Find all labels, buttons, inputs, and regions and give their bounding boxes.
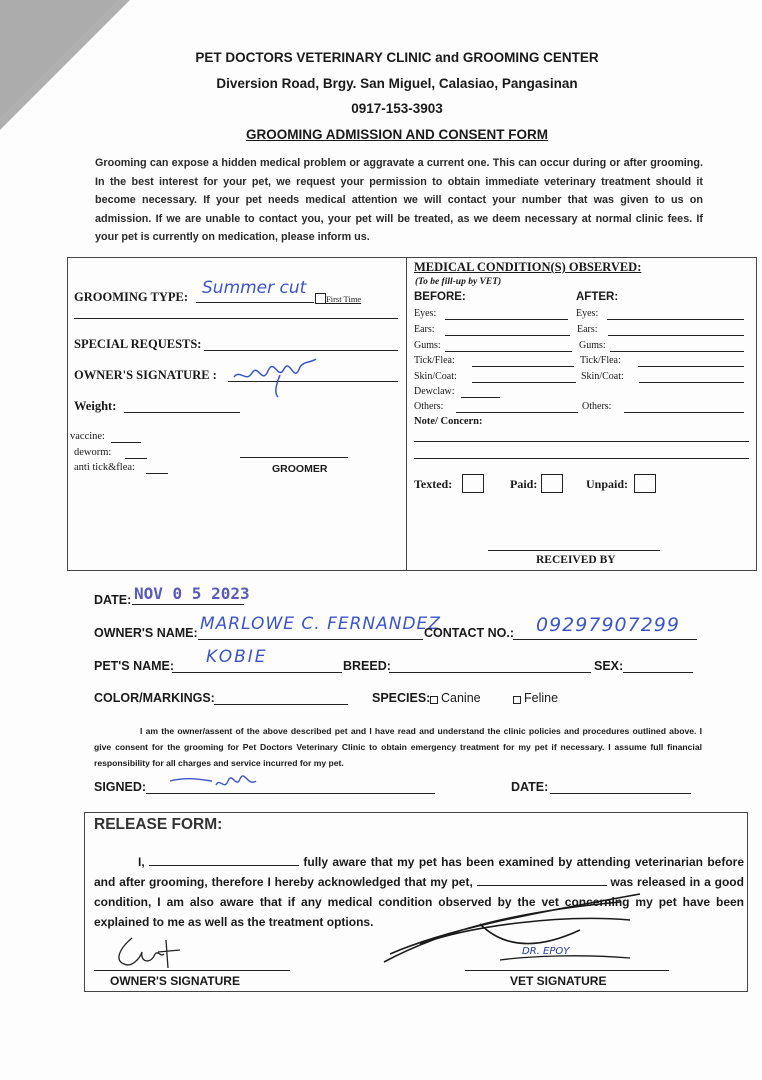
before-row-line[interactable]: [445, 319, 568, 320]
vet-name: DR. EPOY: [522, 946, 570, 957]
anti-tick-label: anti tick&flea:: [74, 462, 135, 473]
color-line: [214, 704, 348, 705]
date2-line: [550, 793, 691, 794]
clinic-phone: 0917-153-3903: [351, 101, 443, 116]
intro-paragraph: Grooming can expose a hidden medical problem or aggravate a current one. This can occur during or after grooming. In the best interest for your pet, we request your permission to obtain immediate veterinary treatment should it become necessary. If your pet needs medical attention we will contact your number that was given to us on admission. If we are unable to contact you, your pet will be treated, as we deem necessary at normal clinic fees. If your pet is currently on medication, please inform us.: [95, 157, 703, 243]
before-row-line[interactable]: [461, 397, 500, 398]
release-owner-blank[interactable]: [149, 853, 299, 866]
release-title: RELEASE FORM:: [94, 816, 223, 833]
date-line: [132, 604, 244, 605]
after-row-line[interactable]: [624, 412, 744, 413]
unpaid-checkbox[interactable]: [634, 474, 656, 493]
after-row-label: Ears:: [577, 324, 598, 335]
color-label: COLOR/MARKINGS:: [94, 691, 215, 705]
pets-name-value[interactable]: KOBIE: [206, 647, 268, 667]
first-time-checkbox[interactable]: [315, 293, 326, 304]
consent-paragraph: I am the owner/assent of the above described pet and I have read and understand the clinic policies and procedures outlined above. I give consent for the grooming for Pet Doctors Veterinary Clinic to obtain emergency treatment for my pet if necessary. I assume full financial responsibility for all charges and service incurred for my pet.: [94, 726, 702, 768]
grooming-type-line: [196, 302, 314, 303]
clinic-name: PET DOCTORS VETERINARY CLINIC and GROOMING CENTER: [195, 50, 599, 65]
before-row-label: Dewclaw:: [414, 386, 455, 397]
sex-label: SEX:: [594, 659, 624, 673]
breed-line: [389, 672, 591, 673]
after-row-label: Skin/Coat:: [581, 371, 624, 382]
medical-subtitle: (To be fill-up by VET): [415, 277, 502, 287]
paid-checkbox[interactable]: [541, 474, 563, 493]
date2-label: DATE:: [511, 780, 549, 794]
before-row-label: Ears:: [414, 324, 435, 335]
before-row-label: Skin/Coat:: [414, 371, 457, 382]
vaccine-label: vaccine:: [70, 431, 105, 442]
feline-label: Feline: [524, 691, 559, 705]
before-row-line[interactable]: [445, 351, 572, 352]
canine-checkbox[interactable]: [430, 696, 438, 704]
contact-value[interactable]: 09297907299: [536, 614, 680, 636]
clinic-address: Diversion Road, Brgy. San Miguel, Calasiao, Pangasinan: [216, 76, 578, 91]
groomer-label: GROOMER: [272, 463, 328, 475]
release-text-3: was released in a good condition, I am also aware that if any medical condition observed by the vet concerning my pet have been explained to me as well as the treatment options.: [94, 875, 744, 929]
before-row-label: Tick/Flea:: [414, 355, 455, 366]
signed-label: SIGNED:: [94, 780, 147, 794]
after-row-line[interactable]: [607, 319, 744, 320]
owners-signature-label: OWNER'S SIGNATURE :: [74, 368, 217, 382]
deworm-label: deworm:: [74, 447, 112, 458]
breed-label: BREED:: [343, 659, 391, 673]
before-row-line[interactable]: [456, 412, 578, 413]
anti-tick-line: [146, 473, 168, 474]
received-by-line: [488, 550, 660, 551]
note-line-2: [414, 458, 749, 459]
texted-checkbox[interactable]: [462, 474, 484, 493]
before-row-label: Eyes:: [414, 308, 437, 319]
form-title: GROOMING ADMISSION AND CONSENT FORM: [246, 127, 548, 142]
owner-sig-line: [94, 970, 290, 971]
groomer-line: [240, 457, 348, 458]
after-row-line[interactable]: [638, 366, 744, 367]
owners-name-value[interactable]: MARLOWE C. FERNANDEZ: [200, 614, 441, 634]
vet-sig-label: VET SIGNATURE: [510, 974, 607, 988]
after-row-line[interactable]: [608, 335, 744, 336]
box-divider: [406, 257, 407, 570]
vaccine-line: [111, 442, 141, 443]
owners-name-line: [198, 639, 423, 640]
vet-sig-line: [465, 970, 669, 971]
contact-line: [513, 639, 697, 640]
release-owner-signature: [110, 934, 190, 974]
feline-checkbox[interactable]: [513, 696, 521, 704]
after-row-line[interactable]: [639, 382, 744, 383]
grooming-type-label: GROOMING TYPE:: [74, 290, 189, 304]
after-row-label: Tick/Flea:: [580, 355, 621, 366]
medical-title: MEDICAL CONDITION(S) OBSERVED:: [414, 260, 642, 274]
paid-label: Paid:: [510, 477, 538, 491]
sex-line: [623, 672, 693, 673]
before-row-line[interactable]: [472, 382, 576, 383]
texted-label: Texted:: [414, 477, 453, 491]
received-by-label: RECEIVED BY: [536, 554, 616, 566]
after-label: AFTER:: [576, 291, 619, 303]
owners-name-label: OWNER'S NAME:: [94, 626, 198, 640]
canine-label: Canine: [441, 691, 481, 705]
pets-name-line: [172, 672, 342, 673]
after-row-label: Gums:: [579, 340, 606, 351]
first-time-label: First Time: [326, 294, 362, 304]
before-label: BEFORE:: [414, 291, 466, 303]
before-row-line[interactable]: [472, 366, 574, 367]
note-label: Note/ Concern:: [414, 416, 483, 427]
before-row-label: Gums:: [414, 340, 441, 351]
after-row-label: Eyes:: [576, 308, 599, 319]
note-line-1: [414, 441, 749, 442]
pets-name-label: PET'S NAME:: [94, 659, 175, 673]
contact-label: CONTACT NO.:: [424, 626, 515, 640]
owner-sig-label: OWNER'S SIGNATURE: [110, 974, 240, 988]
release-text-i: I,: [138, 855, 145, 869]
after-row-line[interactable]: [610, 351, 744, 352]
weight-label: Weight:: [74, 399, 117, 413]
date-stamp[interactable]: NOV 0 5 2023: [134, 584, 250, 603]
unpaid-label: Unpaid:: [586, 477, 629, 491]
after-row-label: Others:: [582, 401, 612, 412]
grooming-type-value[interactable]: Summer cut: [202, 278, 307, 298]
date-label: DATE:: [94, 593, 132, 607]
before-row-label: Others:: [414, 401, 444, 412]
deworm-line: [125, 458, 147, 459]
weight-line: [124, 412, 240, 413]
species-label: SPECIES:: [372, 691, 431, 705]
owner-signature-scribble: [230, 355, 330, 400]
vet-signature: [380, 884, 680, 974]
special-requests-line: [204, 350, 398, 351]
grooming-type-line-2: [74, 318, 398, 319]
release-text-2: fully aware that my pet has been examined by attending veterinarian before and after grooming, therefore I hereby acknowledged that my pet,: [94, 855, 744, 889]
before-row-line[interactable]: [445, 335, 570, 336]
special-requests-label: SPECIAL REQUESTS:: [74, 337, 202, 351]
signed-signature: [168, 773, 268, 795]
